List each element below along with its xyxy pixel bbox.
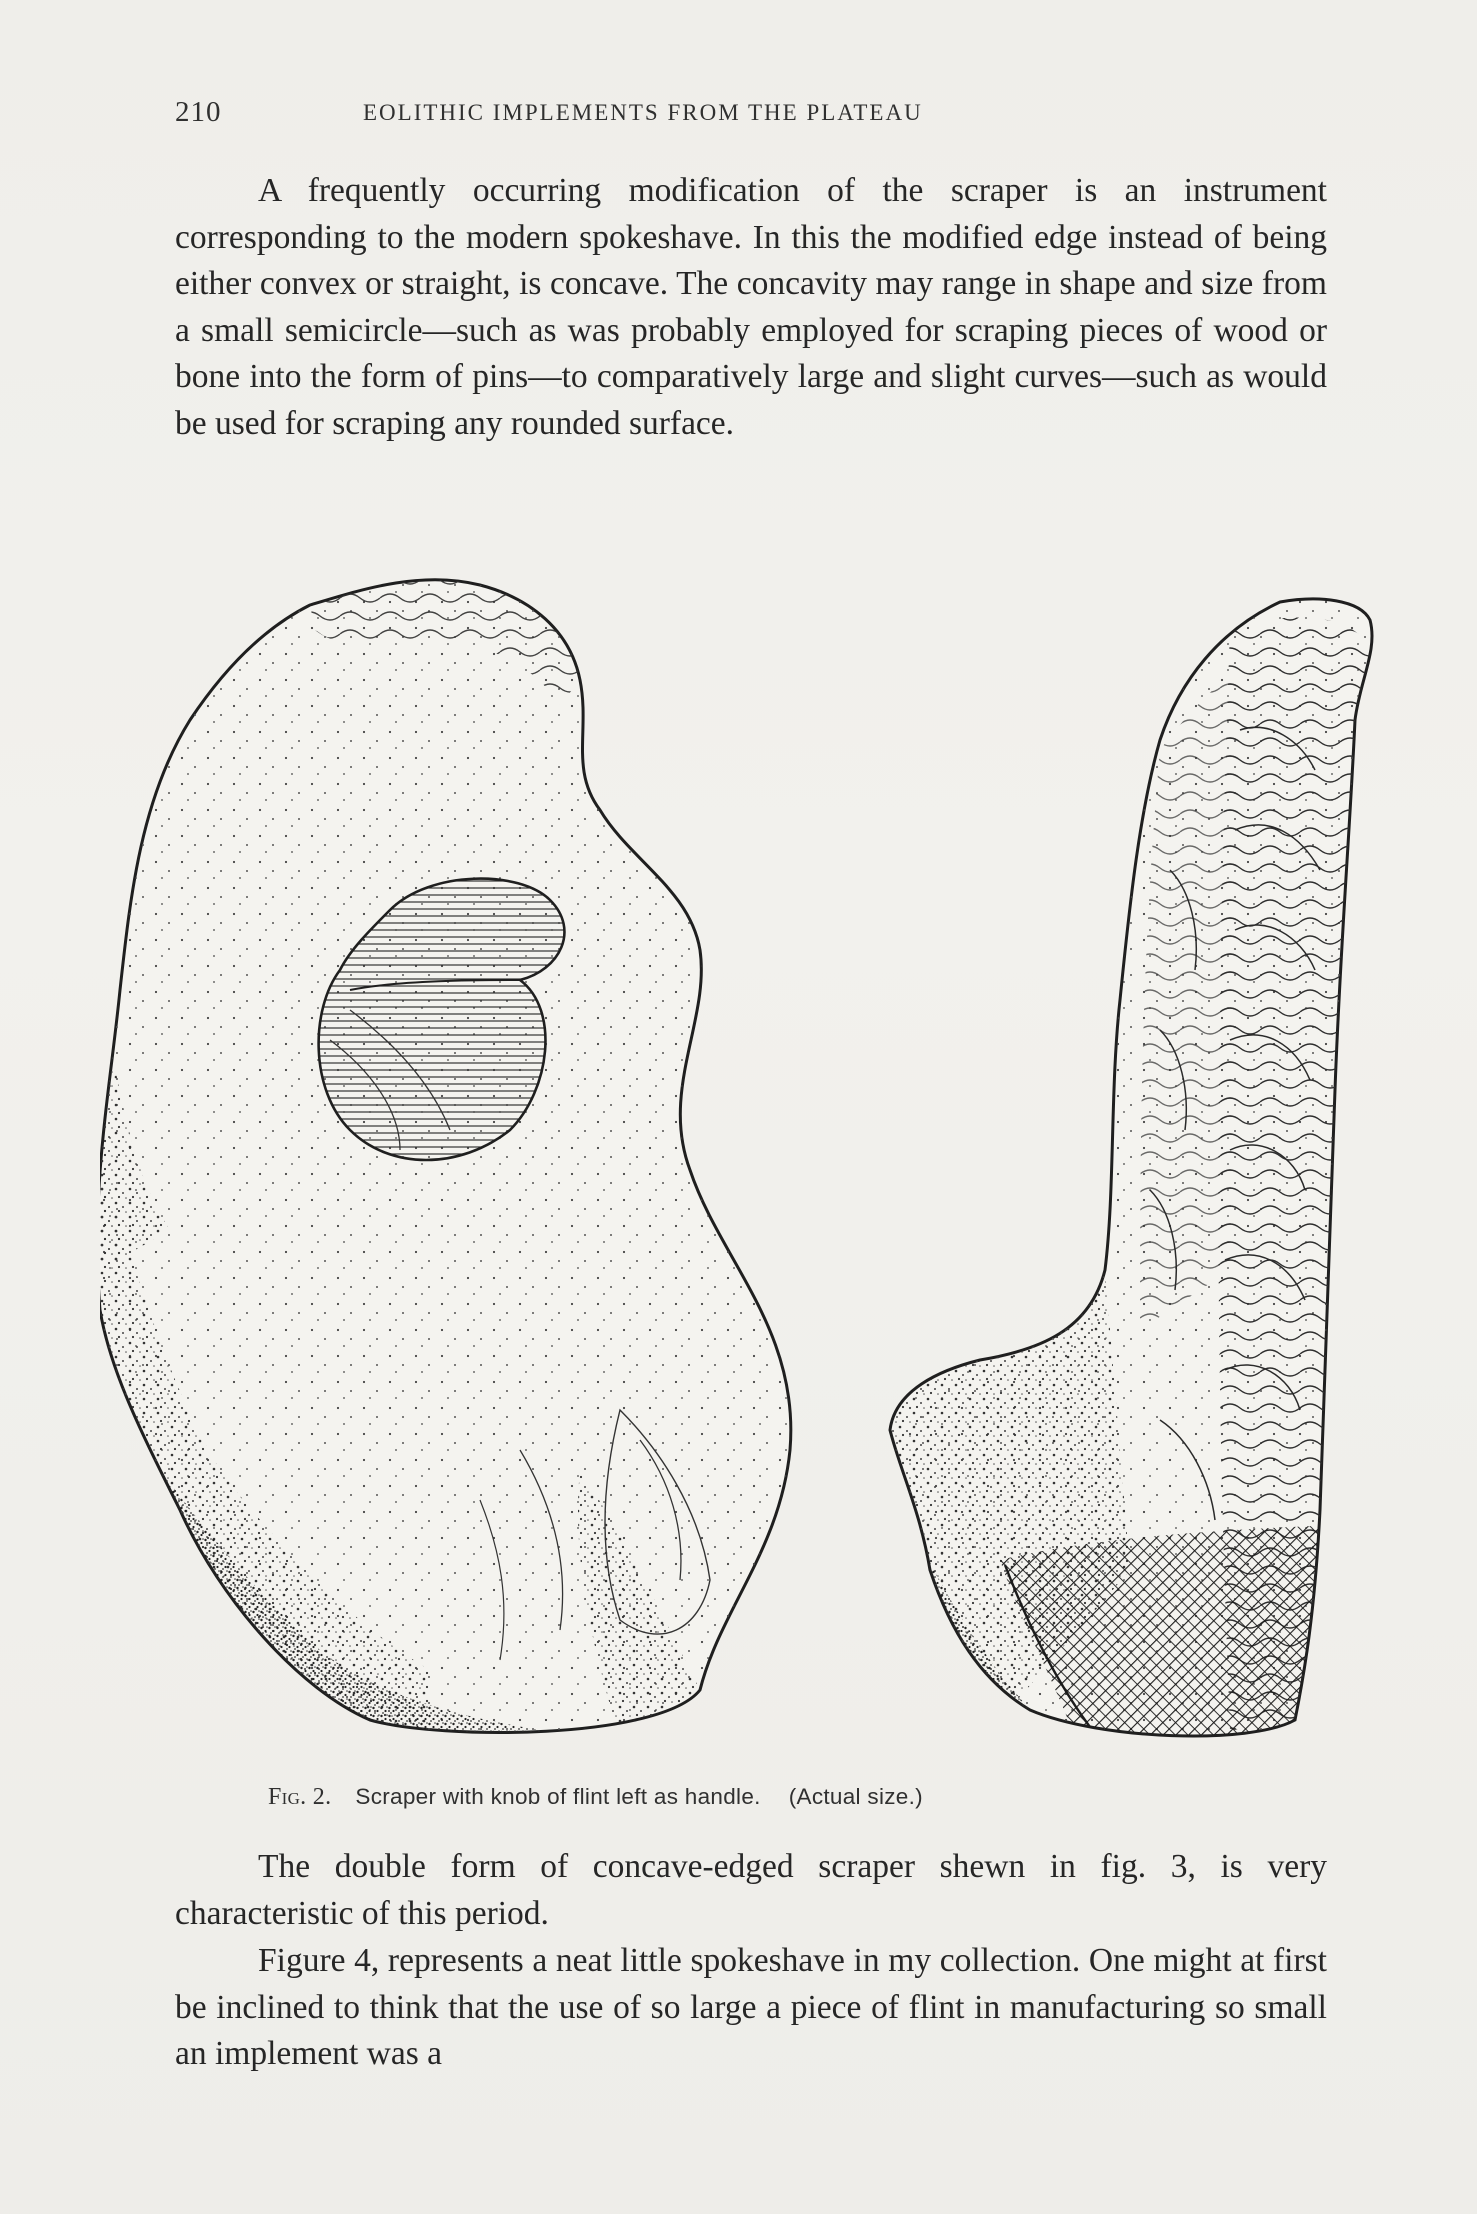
figure-caption [268, 1784, 923, 1811]
figure-size-note: (Actual size.) [788, 1784, 923, 1809]
right-flint-view [880, 570, 1390, 1770]
running-head [175, 96, 1330, 136]
flint-scraper-drawing [100, 570, 1390, 1770]
figure-2-illustration [100, 570, 1390, 1770]
left-flint-view [100, 570, 800, 1770]
figure-caption-text: Scraper with knob of flint left as handle. [355, 1784, 761, 1809]
page-number: 210 [175, 96, 222, 128]
paragraph-spokeshave-intro: A frequently occurring modification of the scraper is an instrument corresponding to the modern spokeshave. In this the modified edge instead of being either convex or straight, is concave. The concavity may range in shape and size from a small semicircle—such as was probably employed for scraping pieces of wood or bone into the form of pins—to comparatively large and slight curves—such as would be used for scraping any rounded surface. [175, 172, 1327, 442]
running-title: EOLITHIC IMPLEMENTS FROM THE PLATEAU [363, 100, 923, 125]
paragraph-double-form: The double form of concave-edged scraper shewn in fig. 3, is very characteristic of this period. [175, 1848, 1327, 1932]
paragraph-figure-4: Figure 4, represents a neat little spokeshave in my collection. One might at first be inclined to think that the use of so large a piece of flint in manufacturing so small an implement was a [175, 1942, 1327, 2072]
figure-label: Fig. 2. [268, 1784, 332, 1810]
